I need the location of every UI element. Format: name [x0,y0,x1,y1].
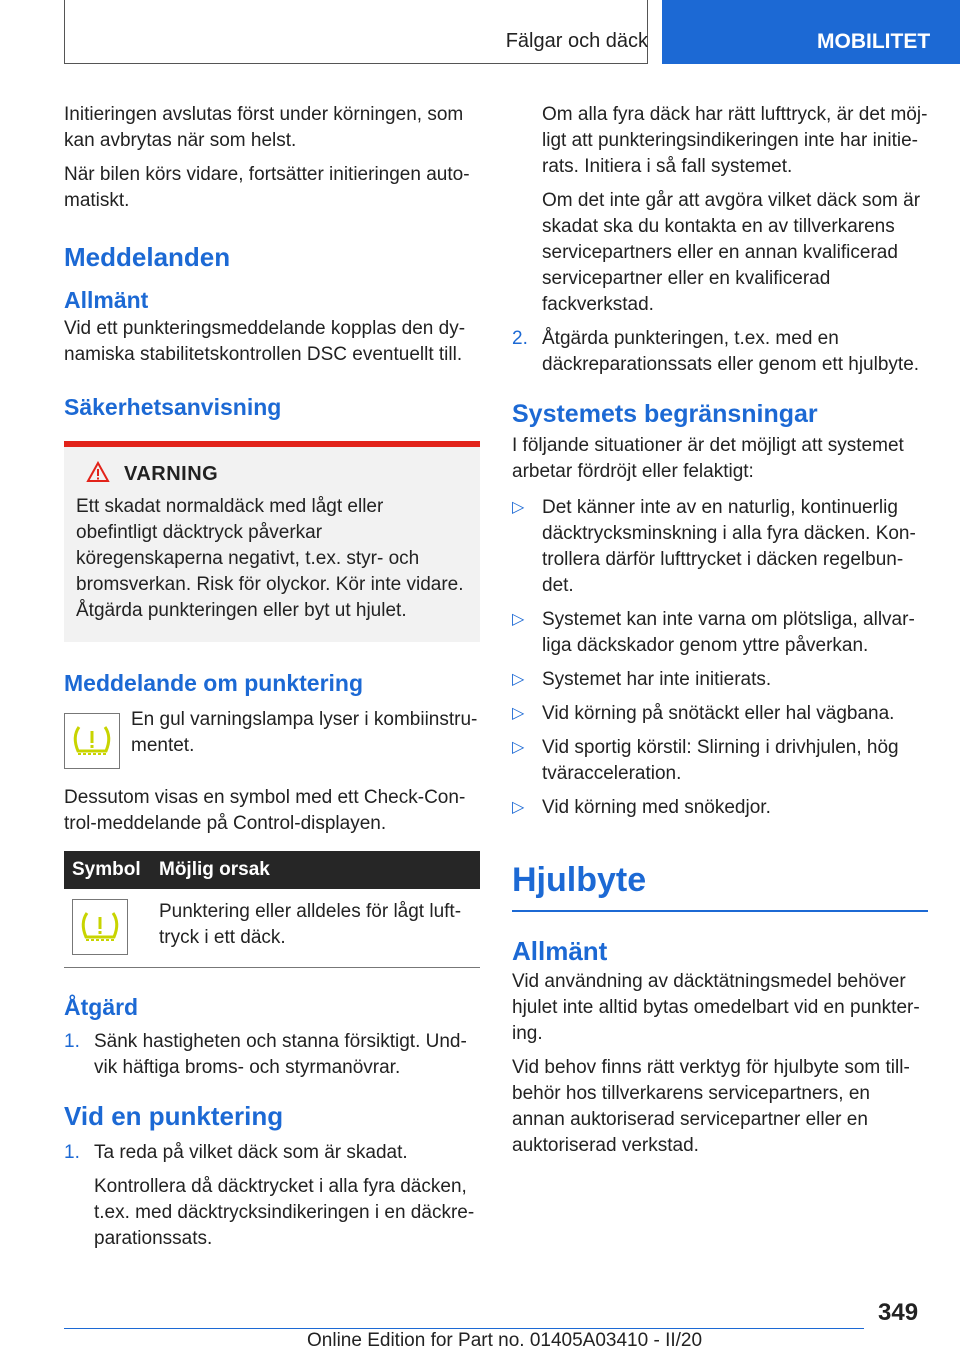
warning-box [64,441,480,642]
section-title: Fälgar och däck [505,30,648,52]
bullet-triangle-icon: ▷ [512,705,525,722]
list-item [512,795,928,821]
table-row [64,889,480,968]
footer-divider [64,1328,864,1329]
list-item [512,667,928,693]
paragraph: När bilen körs vidare, fortsätter initieringen automatiskt. [64,164,470,211]
list-text: Vid körning med snökedjor. [542,797,771,818]
heading-meddelande-om-punktering: Meddelande om punktering [64,670,364,696]
limitations-list [512,495,928,821]
bullet-triangle-icon: ▷ [512,739,525,756]
edition-footer: Online Edition for Part no. 01405A03410 - II/20 [307,1330,703,1351]
paragraph: Vid behov finns rätt verktyg för hjulbyte som tillbehör hos tillverkarens servicepartners, en annan auktoriserad servicepartner eller en auktoriserad verkstad. [512,1057,910,1156]
left-column [64,102,480,1260]
list-subparagraph: Om alla fyra däck har rätt lufttryck, är det möjligt att punkteringsindikeringen inte har initierats. Initiera i så fall systemet. [542,104,928,177]
list-text: Åtgärda punkteringen, t.ex. med en däckreparationssats eller genom ett hjulbyte. [542,328,920,375]
list-text: Vid sportig körstil: Slirning i drivhjulen, hög tväracceleration. [542,737,899,784]
paragraph: Initieringen avslutas först under körningen, som kan avbrytas när som helst. [64,104,464,151]
table-header [64,851,480,889]
heading-allmant-hjulbyte: Allmänt [512,936,608,966]
list-text: Det känner inte av en naturlig, kontinuerlig däcktrycksminskning i alla fyra däcken. Kontrollera därför lufttrycket i däcken regelbundet. [542,497,916,596]
heading-allmant: Allmänt [64,287,149,313]
heading-sakerhetsanvisning: Säkerhetsanvisning [64,394,282,420]
list-text: Systemet har inte initierats. [542,669,772,690]
warning-text: Ett skadat normaldäck med lågt eller obefintligt däcktryck påverkar köregenskaperna negativt, t.ex. styr- och bromsverkan. Risk för olyckor. Kör inte vidare. Åtgärda punkteringen eller byt ut hjulet. [76,496,464,621]
heading-meddelanden: Meddelanden [64,242,231,272]
paragraph: I följande situationer är det möjligt att systemet arbetar fördröjt eller felaktigt: [512,435,904,482]
tire-pressure-symbol-icon [72,899,128,955]
list-item [512,735,928,787]
list-subparagraph: Kontrollera då däcktrycket i alla fyra däcken, t.ex. med däcktrycksindikeringen i en däckreparationssats. [94,1176,475,1249]
table-col-symbol: Symbol [72,859,141,880]
heading-hjulbyte: Hjulbyte [512,861,928,912]
paragraph: Dessutom visas en symbol med ett Check-Control-meddelande på Control-displayen. [64,787,466,834]
symbol-table [64,851,480,968]
lamp-text: En gul varningslampa lyser i kombiinstrumentet. [131,709,478,756]
chapter-label: MOBILITET [817,30,931,53]
table-cell-cause: Punktering eller alldeles för lågt lufttryck i ett däck. [159,901,462,948]
chapter-tab[interactable] [662,0,960,64]
heading-vid-en-punktering: Vid en punktering [64,1101,284,1131]
bullet-triangle-icon: ▷ [512,611,525,628]
list-item [512,607,928,659]
list-item [64,1029,480,1081]
list-item [64,1140,480,1166]
heading-systemets-begransningar: Systemets begränsningar [512,400,818,428]
page-number: 349 [878,1299,919,1326]
list-text: Ta reda på vilket däck som är skadat. [94,1142,408,1163]
list-text: Systemet kan inte varna om plötsliga, allvarliga däckskador genom yttre påverkan. [542,609,915,656]
list-subparagraph: Om det inte går att avgöra vilket däck som är skadat ska du kontakta en av tillverkarens servicepartners eller en annan kvalificerad servicepartner eller en kvalificerad fackverkstad. [542,190,921,315]
heading-atgard: Åtgärd [64,994,139,1020]
right-column [512,102,928,1167]
bullet-triangle-icon: ▷ [512,499,525,516]
list-text: Vid körning på snötäckt eller hal vägbana. [542,703,895,724]
list-number: 1. [64,1031,80,1052]
list-item [512,701,928,727]
bullet-triangle-icon: ▷ [512,799,525,816]
list-number: 1. [64,1142,80,1163]
tire-pressure-warning-icon [64,713,120,769]
lamp-row [64,707,480,769]
warning-triangle-icon [86,461,110,488]
warning-title: VARNING [124,463,219,485]
list-item [512,495,928,599]
list-text: Sänk hastigheten och stanna försiktigt. Undvik häftiga broms- och styrmanövrar. [94,1031,467,1078]
list-number: 2. [512,328,528,349]
paragraph: Vid användning av däcktätningsmedel behöver hjulet inte alltid bytas omedelbart vid en punktering. [512,971,920,1044]
list-item [512,326,928,378]
table-cell-symbol [64,899,159,955]
paragraph: Vid ett punkteringsmeddelande kopplas den dynamiska stabilitetskontrollen DSC eventuellt till. [64,318,466,365]
table-col-cause: Möjlig orsak [159,859,270,880]
bullet-triangle-icon: ▷ [512,671,525,688]
